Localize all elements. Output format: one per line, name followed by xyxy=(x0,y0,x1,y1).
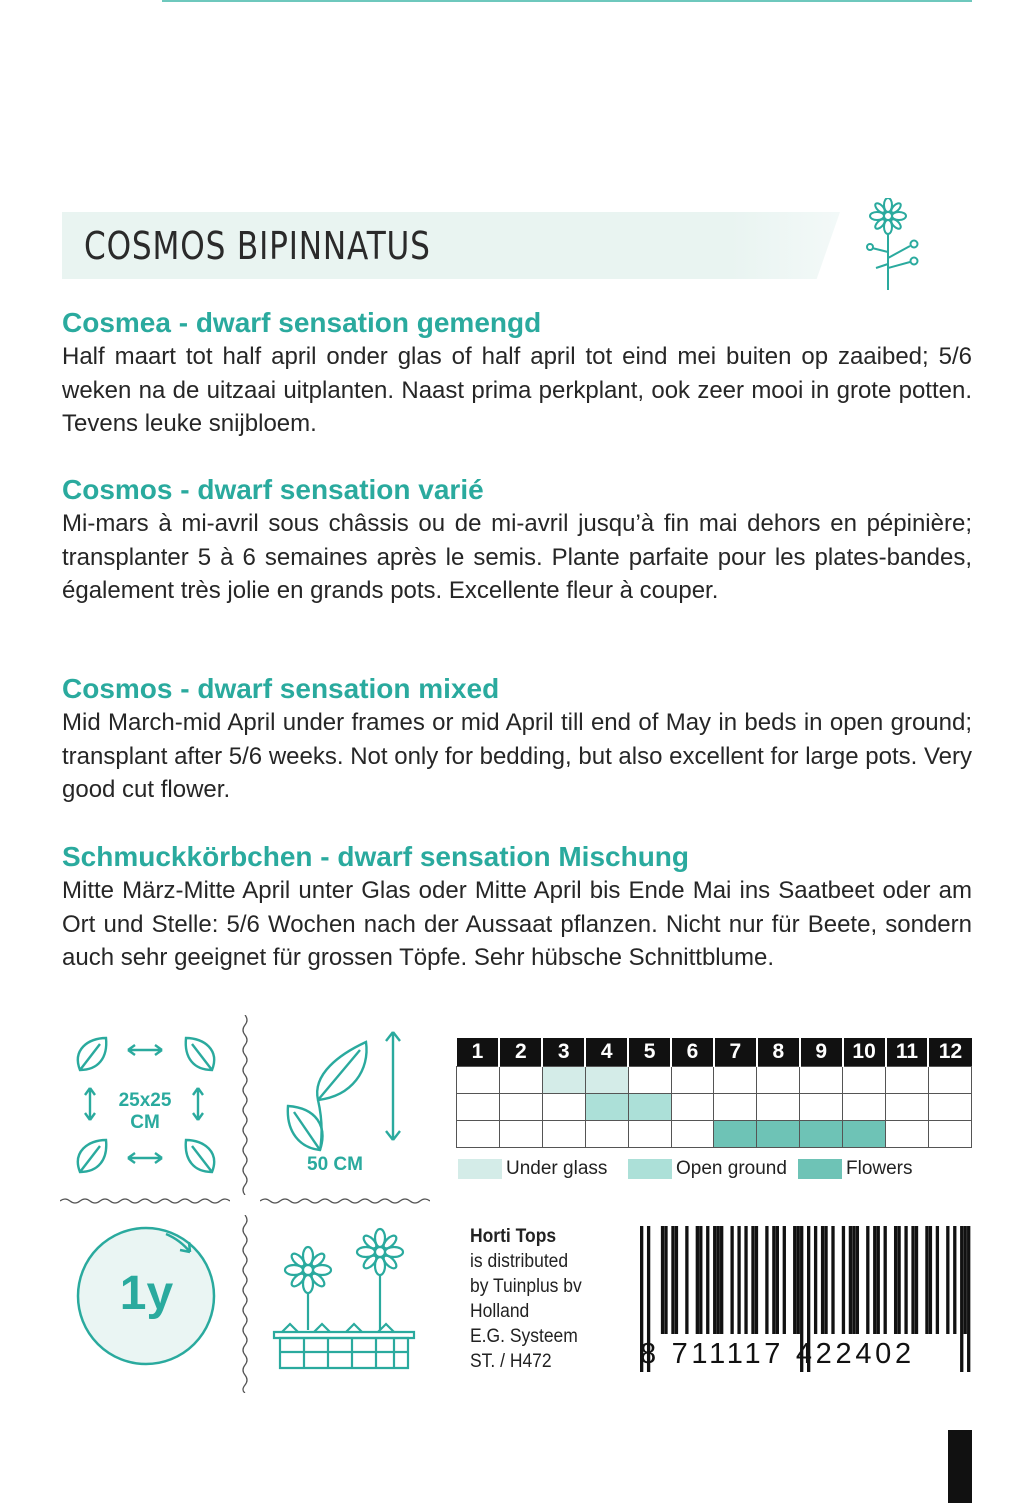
wavy-divider xyxy=(260,1196,430,1206)
barcode-bar xyxy=(664,1226,667,1334)
calendar-cell xyxy=(886,1094,929,1121)
barcode-bar xyxy=(946,1226,949,1334)
barcode-bar xyxy=(842,1226,845,1334)
calendar-cell xyxy=(457,1067,500,1094)
legend-swatch xyxy=(798,1159,842,1179)
month-header: 10 xyxy=(843,1038,886,1067)
flower-plant-icon xyxy=(866,198,928,292)
section-body: Mitte März-Mitte April unter Glas oder Mitte April bis Ende Mai ins Saatbeet oder am Ort und Stelle: 5/6 Wochen nach der Aussaat pflanzen. Nicht nur für Beete, sondern auch sehr geeignet für grossen Töpfe. Sehr hübsche Schnittblume. xyxy=(62,877,972,971)
calendar-cell xyxy=(928,1121,971,1148)
month-header: 9 xyxy=(800,1038,843,1067)
barcode-bar xyxy=(925,1226,928,1334)
calendar-cell xyxy=(542,1094,585,1121)
cycle-label: 1y xyxy=(119,1267,174,1320)
calendar-cell xyxy=(585,1067,628,1094)
section-german xyxy=(62,840,972,975)
calendar-cell xyxy=(499,1121,542,1148)
barcode-bar xyxy=(776,1226,779,1334)
calendar-row xyxy=(457,1067,972,1094)
month-header: 4 xyxy=(585,1038,628,1067)
barcode-bar xyxy=(661,1226,664,1334)
barcode-bar xyxy=(936,1226,939,1334)
calendar-cell xyxy=(928,1067,971,1094)
barcode-bar xyxy=(755,1226,758,1334)
spacing-unit: CM xyxy=(130,1112,160,1133)
barcode-bar xyxy=(856,1226,859,1334)
wavy-divider xyxy=(60,1196,230,1206)
section-heading: Schmuckkörbchen - dwarf sensation Mischung xyxy=(62,841,690,872)
distributor-line: Holland xyxy=(470,1301,530,1322)
legend-label: Flowers xyxy=(846,1158,913,1179)
month-header: 11 xyxy=(886,1038,929,1067)
annual-cycle-icon xyxy=(74,1222,219,1367)
barcode-bar xyxy=(772,1226,775,1334)
calendar-cell xyxy=(843,1094,886,1121)
calendar-row xyxy=(457,1094,972,1121)
legend-flowers xyxy=(798,1158,913,1180)
section-heading: Cosmos - dwarf sensation varié xyxy=(62,474,484,505)
barcode-bar xyxy=(797,1226,800,1334)
section-english xyxy=(62,672,972,807)
calendar-cell xyxy=(671,1094,714,1121)
barcode-bar xyxy=(744,1226,747,1334)
planting-tray-icon xyxy=(270,1222,430,1372)
barcode-bar xyxy=(904,1226,907,1334)
month-header: 3 xyxy=(542,1038,585,1067)
section-french xyxy=(62,473,972,608)
barcode-bar xyxy=(783,1226,786,1334)
legend-under-glass xyxy=(458,1158,607,1180)
month-header: 1 xyxy=(457,1038,500,1067)
height-icon xyxy=(270,1022,430,1182)
section-dutch xyxy=(62,306,972,441)
calendar-cell xyxy=(671,1067,714,1094)
calendar-cell xyxy=(843,1121,886,1148)
barcode-bar xyxy=(849,1226,852,1334)
month-header: 7 xyxy=(714,1038,757,1067)
barcode-bar xyxy=(671,1226,674,1334)
barcode-bar xyxy=(717,1226,720,1334)
height-label: 50 CM xyxy=(307,1154,363,1175)
barcode-bar xyxy=(873,1226,876,1334)
barcode-bar xyxy=(824,1226,827,1334)
species-title: COSMOS BIPINNATUS xyxy=(84,224,431,268)
barcode-bar xyxy=(866,1226,869,1334)
legend-swatch xyxy=(458,1159,502,1179)
calendar-cell xyxy=(585,1121,628,1148)
calendar-cell xyxy=(714,1067,757,1094)
calendar-cell xyxy=(757,1067,800,1094)
calendar-cell xyxy=(499,1094,542,1121)
calendar-cell xyxy=(757,1094,800,1121)
barcode-bar xyxy=(699,1226,702,1334)
wavy-divider xyxy=(240,1215,250,1393)
calendar-cell xyxy=(628,1094,671,1121)
barcode-bar xyxy=(831,1226,834,1334)
month-header: 5 xyxy=(628,1038,671,1067)
section-body: Half maart tot half april onder glas of half april tot eind mei buiten op zaaibed; 5/6 weken na de uitzaai uitplanten. Naast prima perkplant, ook zeer mooi in grote potten. Tevens leuke snijbloem. xyxy=(62,343,972,437)
distributor-line: is distributed xyxy=(470,1251,569,1272)
calendar-cell xyxy=(457,1121,500,1148)
calendar-cell xyxy=(671,1121,714,1148)
calendar-cell xyxy=(800,1094,843,1121)
barcode-bar xyxy=(737,1226,740,1334)
barcode-bar xyxy=(706,1226,709,1334)
calendar-cell xyxy=(928,1094,971,1121)
barcode-bar xyxy=(814,1226,817,1334)
barcode-bar xyxy=(884,1226,887,1334)
barcode-bar xyxy=(852,1226,855,1334)
calendar-cell xyxy=(542,1067,585,1094)
barcode-bar xyxy=(713,1226,716,1334)
month-header: 2 xyxy=(499,1038,542,1067)
barcode-number: 8 711117 422402 xyxy=(640,1338,915,1370)
legend-label: Under glass xyxy=(506,1158,608,1179)
calendar-cell xyxy=(843,1067,886,1094)
distributor-line: by Tuinplus bv xyxy=(470,1276,582,1297)
barcode-bar xyxy=(953,1226,956,1334)
calendar-cell xyxy=(800,1067,843,1094)
barcode-bar xyxy=(877,1226,880,1334)
barcode-bar xyxy=(765,1226,768,1334)
barcode-bar xyxy=(929,1226,932,1334)
spacing-size: 25x25 xyxy=(118,1090,172,1111)
calendar-cell xyxy=(585,1094,628,1121)
barcode-bar xyxy=(793,1226,796,1334)
calendar-cell xyxy=(886,1121,929,1148)
barcode-bar xyxy=(696,1226,699,1334)
wavy-divider xyxy=(240,1015,250,1195)
barcode-bar xyxy=(964,1226,967,1334)
section-heading: Cosmos - dwarf sensation mixed xyxy=(62,673,500,704)
calendar-cell xyxy=(499,1067,542,1094)
calendar-cell xyxy=(457,1094,500,1121)
barcode-bar xyxy=(897,1226,900,1334)
calendar-cell xyxy=(886,1067,929,1094)
month-header: 12 xyxy=(928,1038,971,1067)
distributor-info xyxy=(470,1224,582,1374)
barcode-bar xyxy=(751,1226,754,1334)
calendar-cell xyxy=(800,1121,843,1148)
month-header: 6 xyxy=(671,1038,714,1067)
section-body: Mid March-mid April under frames or mid April till end of May in beds in open ground; transplant after 5/6 weeks. Not only for bedding, but also excellent for large pots. Very good cut flower. xyxy=(62,709,972,803)
registration-mark xyxy=(948,1430,972,1503)
barcode-bar xyxy=(720,1226,723,1334)
barcode-bar xyxy=(911,1226,914,1334)
brand-name: Horti Tops xyxy=(470,1226,557,1247)
legend-swatch xyxy=(628,1159,672,1179)
calendar-cell xyxy=(757,1121,800,1148)
barcode-bar xyxy=(894,1226,897,1334)
sowing-calendar xyxy=(456,1038,972,1148)
section-body: Mi-mars à mi-avril sous châssis ou de mi-avril jusqu’à fin mai dehors en pépinière; transplanter 5 à 6 semaines après le semis. Plante parfaite pour les plates-bandes, également très jolie en grands pots. Excellente fleur à couper. xyxy=(62,510,972,604)
barcode-bar xyxy=(685,1226,688,1334)
distributor-line: ST. / H472 xyxy=(470,1351,552,1372)
calendar-cell xyxy=(628,1121,671,1148)
calendar-cell xyxy=(628,1067,671,1094)
calendar-row xyxy=(457,1121,972,1148)
spacing-icon xyxy=(70,1030,230,1180)
section-heading: Cosmea - dwarf sensation gemengd xyxy=(62,307,542,338)
barcode-bar xyxy=(915,1226,918,1334)
barcode-bar xyxy=(730,1226,733,1334)
legend-label: Open ground xyxy=(676,1158,787,1179)
top-rule xyxy=(162,0,972,2)
calendar-cell xyxy=(714,1094,757,1121)
barcode-bar xyxy=(675,1226,678,1334)
calendar-cell xyxy=(714,1121,757,1148)
month-header: 8 xyxy=(757,1038,800,1067)
legend-open-ground xyxy=(628,1158,787,1180)
distributor-line: E.G. Systeem xyxy=(470,1326,578,1347)
calendar-cell xyxy=(542,1121,585,1148)
barcode-bar xyxy=(821,1226,824,1334)
